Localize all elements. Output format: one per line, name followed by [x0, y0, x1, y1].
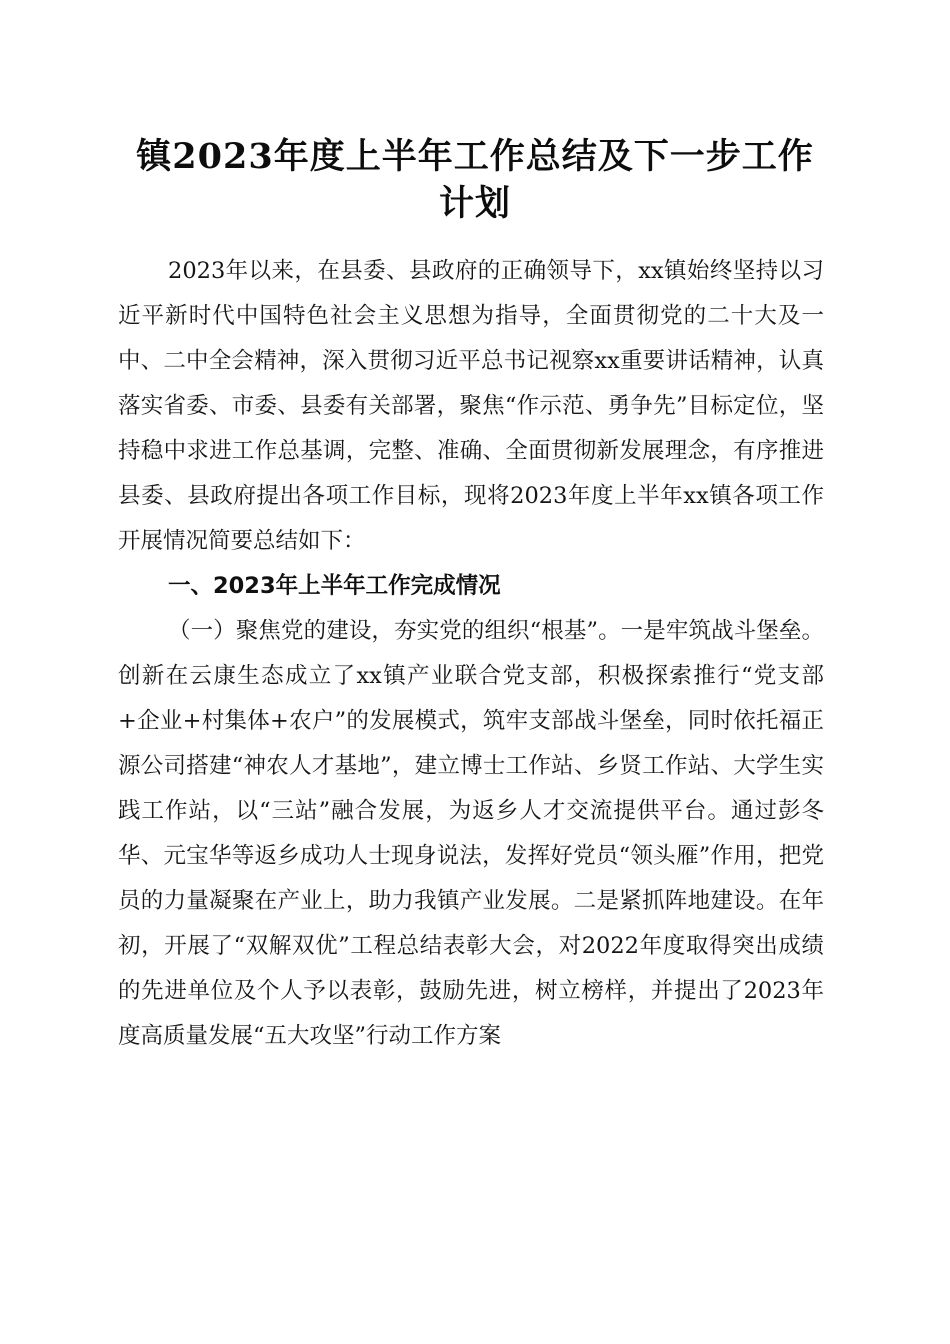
- document-body: [118, 249, 824, 1059]
- intro-paragraph: 2023年以来，在县委、县政府的正确领导下，xx镇始终坚持以习近平新时代中国特色社会主义思想为指导，全面贯彻党的二十大及一中、二中全会精神，深入贯彻习近平总书记视察xx重要讲话精神，认真落实省委、市委、县委有关部署，聚焦“作示范、勇争先”目标定位，坚持稳中求进工作总基调，完整、准确、全面贯彻新发展理念，有序推进县委、县政府提出各项工作目标，现将2023年度上半年xx镇各项工作开展情况简要总结如下：: [118, 258, 824, 554]
- section-paragraph: （一）聚焦党的建设，夯实党的组织“根基”。一是牢筑战斗堡垒。创新在云康生态成立了xx镇产业联合党支部，积极探索推行“党支部+企业+村集体+农户”的发展模式，筑牢支部战斗堡垒，同时依托福正源公司搭建“神农人才基地”，建立博士工作站、乡贤工作站、大学生实践工作站，以“三站”融合发展，为返乡人才交流提供平台。通过彭冬华、元宝华等返乡成功人士现身说法，发挥好党员“领头雁”作用，把党员的力量凝聚在产业上，助力我镇产业发展。二是紧抓阵地建设。在年初，开展了“双解双优”工程总结表彰大会，对2022年度取得突出成绩的先进单位及个人予以表彰，鼓励先进，树立榜样，并提出了2023年度高质量发展“五大攻坚”行动工作方案: [118, 618, 824, 1049]
- section-heading: 一、2023年上半年工作完成情况: [168, 573, 501, 599]
- document-title: 镇2023年度上半年工作总结及下一步工作计划: [136, 136, 814, 224]
